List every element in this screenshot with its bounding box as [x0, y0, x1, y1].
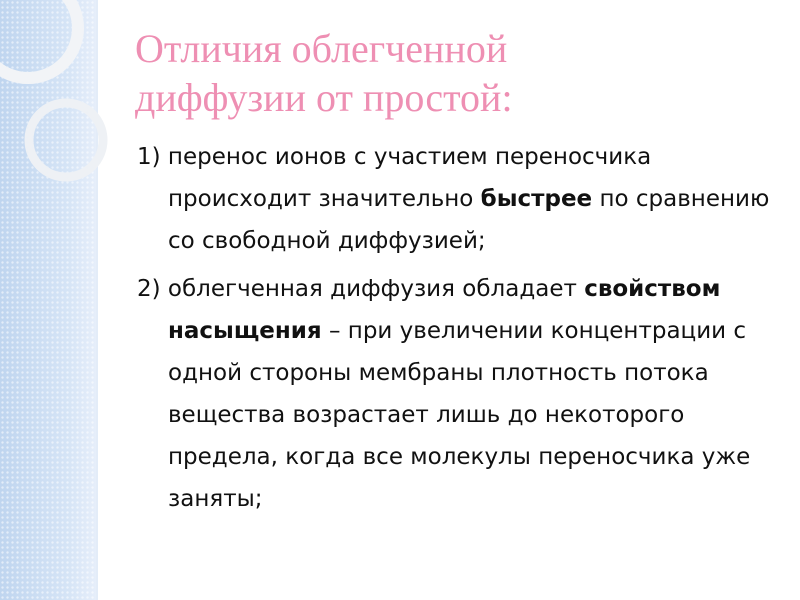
- slide-title: [135, 24, 513, 122]
- item-text: – при увеличении концентрации с одной стороны мембраны плотность потока вещества возрастает лишь до некоторого предела, когда все молекулы переносчика уже заняты;: [168, 318, 751, 512]
- upper-ring: [0, 0, 78, 78]
- item-text: 1) перенос ионов с участием переносчика происходит значительно: [137, 144, 652, 212]
- title-line-2: диффузии от простой:: [135, 75, 513, 120]
- item-text: по сравнению со свободной диффузией;: [168, 186, 770, 254]
- decorative-rings: [0, 0, 140, 220]
- list-item: [137, 268, 777, 520]
- item-emphasis: свойством насыщения: [168, 276, 721, 344]
- item-text: 2) облегченная диффузия обладает: [137, 276, 585, 302]
- list-item: [137, 136, 777, 262]
- difference-list: [137, 136, 777, 526]
- lower-ring: [29, 103, 103, 177]
- title-line-1: Отличия облегченной: [135, 26, 508, 71]
- item-emphasis: быстрее: [480, 186, 593, 212]
